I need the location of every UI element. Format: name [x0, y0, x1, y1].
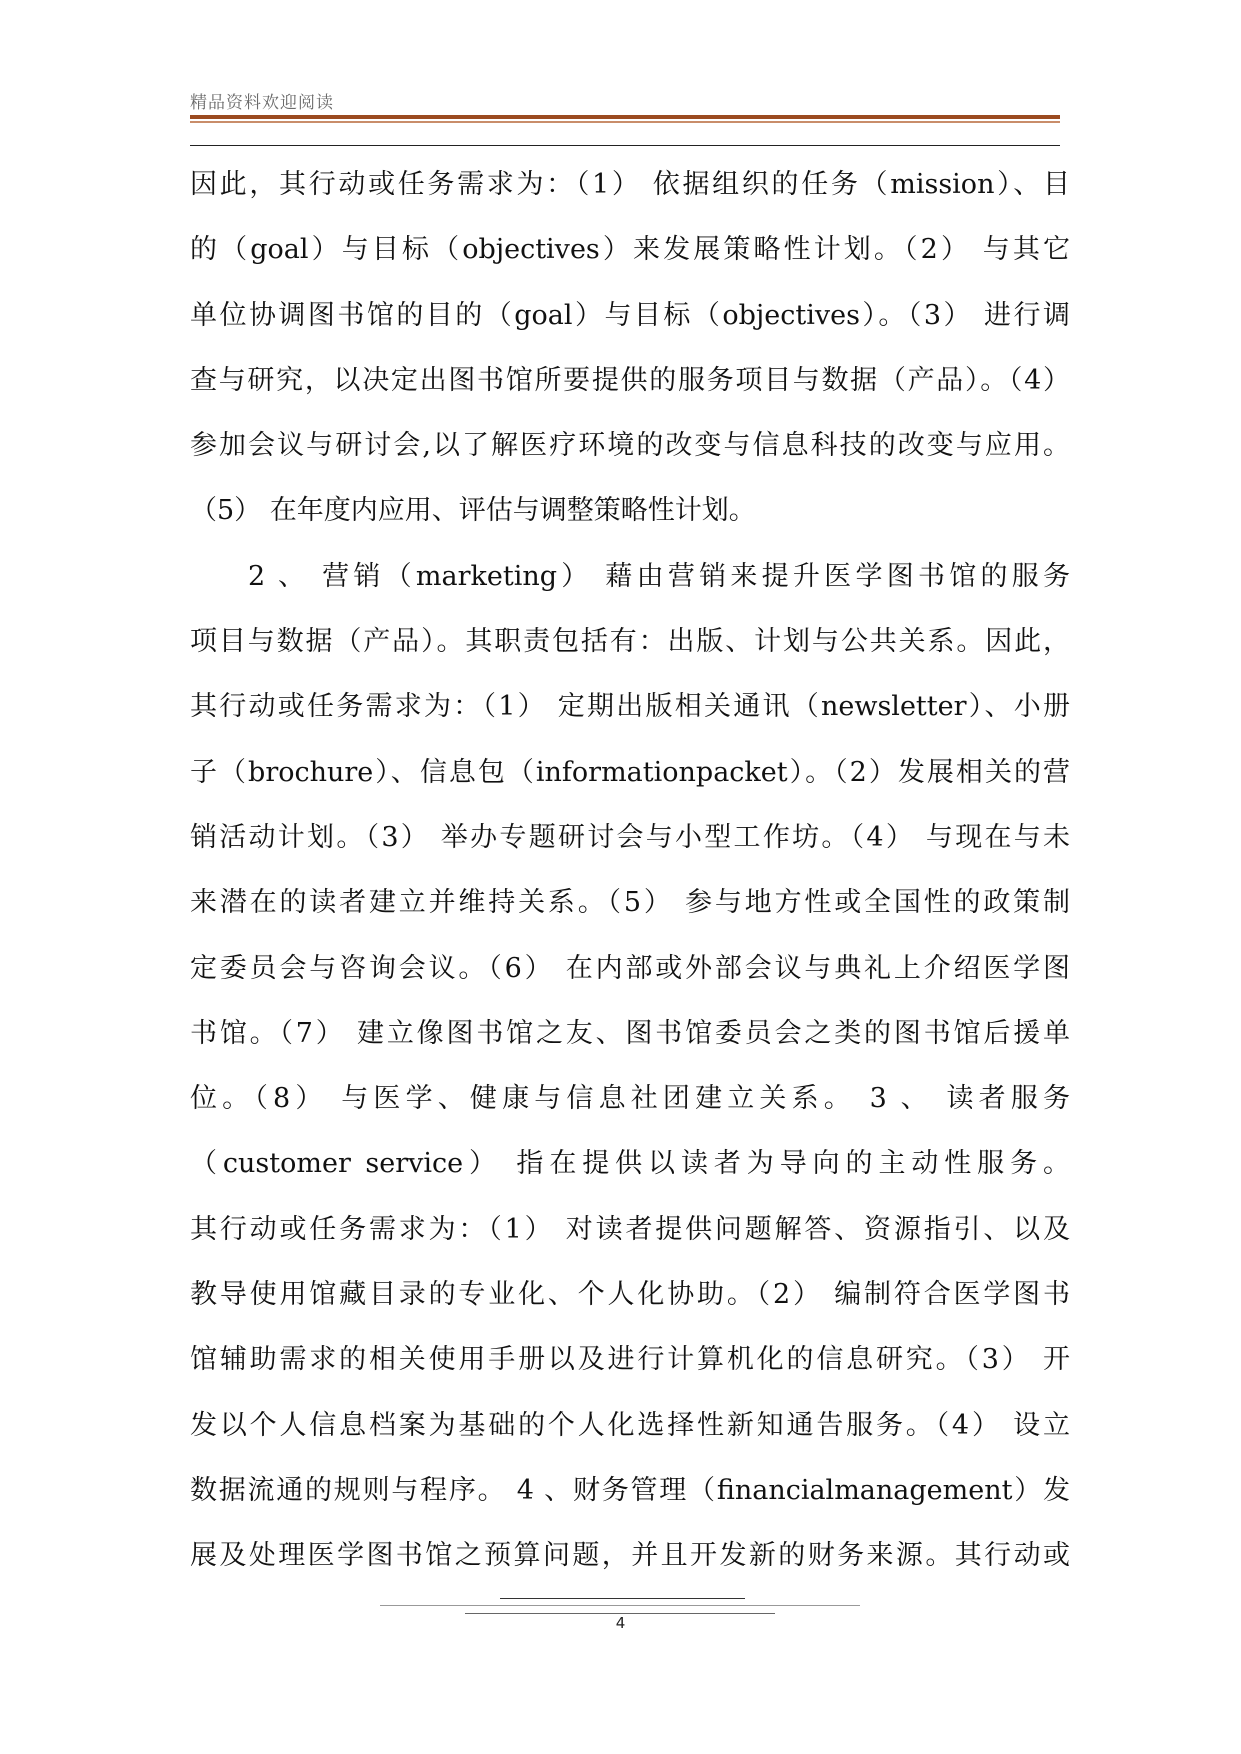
text-line: 定委员会与咨询会议。（6） 在内部或外部会议与典礼上介绍医学图 — [190, 952, 1070, 984]
text-line: 位。（8） 与医学、健康与信息社团建立关系。 3 、 读者服务 — [190, 1083, 1070, 1115]
text-line: （customer service） 指在提供以读者为导向的主动性服务。 — [190, 1148, 1070, 1180]
text-line: 其行动或任务需求为：（1） 定期出版相关通讯（newsletter）、小册 — [190, 691, 1070, 723]
text-line: 发以个人信息档案为基础的个人化选择性新知通告服务。（4） 设立 — [190, 1409, 1070, 1441]
text-line: 来潜在的读者建立并维持关系。（5） 参与地方性或全国性的政策制 — [190, 887, 1070, 919]
footer-rule — [500, 1598, 745, 1599]
text-line: 项目与数据（产品）。其职责包括有：出版、计划与公共关系。因此， — [190, 626, 1070, 658]
text-line: 单位协调图书馆的目的（goal）与目标（objectives）。（3） 进行调 — [190, 299, 1070, 331]
text-line: 因此，其行动或任务需求为：（1） 依据组织的任务（mission）、目 — [190, 169, 1070, 200]
header-rule-dark — [190, 145, 1060, 146]
text-line: 数据流通的规则与程序。 4 、财务管理（financialmanagement）发 — [190, 1474, 1070, 1506]
text-line: （5） 在年度内应用、评估与调整策略性计划。 — [190, 495, 756, 527]
text-line: 教导使用馆藏目录的专业化、个人化协助。（2） 编制符合医学图书 — [190, 1279, 1070, 1311]
text-line: 子（brochure）、信息包（informationpacket）。（2）发展相关的营 — [190, 756, 1070, 788]
text-line: 展及处理医学图书馆之预算问题，并且开发新的财务来源。其行动或 — [190, 1540, 1070, 1572]
text-line: 参加会议与研讨会,以了解医疗环境的改变与信息科技的改变与应用。 — [190, 430, 1070, 462]
text-line: 其行动或任务需求为：（1） 对读者提供问题解答、资源指引、以及 — [190, 1213, 1070, 1245]
text-line: 馆辅助需求的相关使用手册以及进行计算机化的信息研究。（3） 开 — [190, 1344, 1070, 1376]
text-line: 查与研究，以决定出图书馆所要提供的服务项目与数据（产品）。（4） — [190, 364, 1070, 396]
header-rule-thick — [190, 115, 1060, 119]
page-number: 4 — [615, 1614, 626, 1632]
header-rule-thin — [190, 121, 1060, 123]
footer-rule — [380, 1605, 860, 1606]
text-line: 销活动计划。（3） 举办专题研讨会与小型工作坊。（4） 与现在与未 — [190, 821, 1070, 853]
page-header-text: 精品资料欢迎阅读 — [190, 93, 334, 113]
body-text — [190, 160, 1070, 1597]
text-line: 书馆。（7） 建立像图书馆之友、图书馆委员会之类的图书馆后援单 — [190, 1017, 1070, 1049]
text-line: 的（goal）与目标（objectives）来发展策略性计划。（2） 与其它 — [190, 234, 1070, 266]
text-line: 2 、 营销（marketing） 藉由营销来提升医学图书馆的服务 — [248, 560, 1070, 592]
